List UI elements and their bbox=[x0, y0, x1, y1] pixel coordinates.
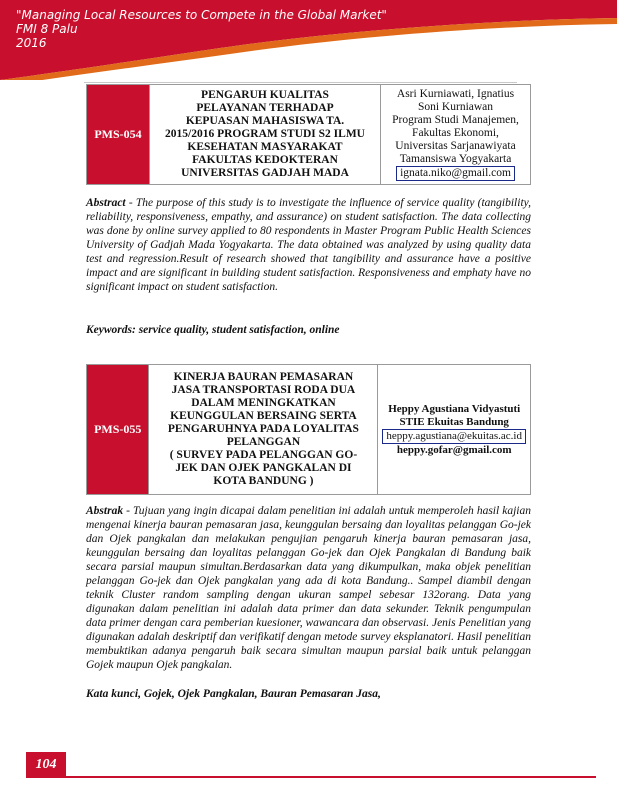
title-line: ( SURVEY PADA PELANGGAN GO- bbox=[169, 449, 358, 461]
author-line: Universitas Sarjanawiyata bbox=[395, 140, 516, 152]
author-line: Tamansiswa Yogyakarta bbox=[399, 153, 512, 165]
title-line: KESEHATAN MASYARAKAT bbox=[187, 141, 343, 153]
title-line: PELANGGAN bbox=[226, 436, 301, 448]
author-line: Soni Kurniawan bbox=[417, 101, 494, 113]
author-email-link[interactable]: ignata.niko@gmail.com bbox=[396, 166, 515, 181]
title-line: KEPUASAN MAHASISWA TA. bbox=[185, 115, 345, 127]
header-divider bbox=[84, 82, 517, 83]
abstract-text: - The purpose of this study is to investigate the influence of service quality (tangibility, reliability, responsiveness, empathy, and assurance) on student satisfaction. The data collecting was done by online survey applied to 80 respondents in Master Program Public Health Sciences University of Gadjah Mada Yogyakarta. The data obtained was analyzed by using quality data test and regression.Result of research showed that tangibility and assurance have a positive impact and are significant in building student satisfaction. Responsiveness and emphaty have no significant impact on student satisfaction. bbox=[86, 197, 531, 293]
title-line: PENGARUHNYA PADA LOYALITAS bbox=[167, 423, 359, 435]
paper-code: PMS-055 bbox=[87, 365, 149, 495]
title-line: KEUNGGULAN BERSAING SERTA bbox=[170, 410, 357, 422]
page-number: 104 bbox=[26, 752, 66, 778]
title-line: PELAYANAN TERHADAP bbox=[196, 102, 334, 114]
paper-authors bbox=[381, 85, 531, 185]
author-email-link[interactable]: heppy.agustiana@ekuitas.ac.id bbox=[382, 429, 526, 444]
footer-divider bbox=[66, 776, 596, 778]
title-line: DALAM MENINGKATKAN bbox=[191, 397, 336, 409]
title-line: 2015/2016 PROGRAM STUDI S2 ILMU bbox=[165, 128, 365, 140]
title-line: JEK DAN OJEK PANGKALAN DI bbox=[175, 462, 352, 474]
title-line: KINERJA BAURAN PEMASARAN bbox=[173, 371, 354, 383]
author-line: STIE Ekuitas Bandung bbox=[399, 415, 509, 428]
author-email-secondary: heppy.gofar@gmail.com bbox=[396, 443, 512, 456]
author-line: Asri Kurniawati, Ignatius bbox=[396, 88, 515, 100]
paper-code: PMS-054 bbox=[87, 85, 150, 185]
author-line: Fakultas Ekonomi, bbox=[412, 127, 499, 139]
paper-title bbox=[150, 85, 381, 185]
paper-entry-pms-055 bbox=[86, 364, 531, 495]
conference-name: FMI 8 Palu bbox=[16, 22, 78, 36]
abstract-paragraph bbox=[86, 504, 531, 672]
abstract-text: - Tujuan yang ingin dicapai dalam penelitian ini adalah untuk memperoleh hasil kajian mengenai kinerja bauran pemasaran jasa, keunggulan bersaing dan loyalitas pelanggan Go-jek dan Ojek pangkalan dan melakukan pengujian pengaruh kinerja bauran pemasaran jasa, keunggulan bersaing dan loyalitas pelanggan Go-jek dan Ojek Pangkalan di Bandung baik secara parsial maupun simultan.Berdasarkan data yang dikumpulkan, maka objek penelitian pelanggan Go-jek dan Ojek pangkalan yang ada di kota Bandung.. Sampel diambil dengan teknik Cluster random sampling dengan ukuran sampel sebesar 132orang. Data yang digunakan dalam penelitian ini adalah data primer dan data sekunder. Teknik pengumpulan data primer dengan cara pemberian kuesioner, wawancara dan observasi. Jenis Penelitian yang digunakan adalah deskriptif dan verifikatif dengan metode survey eksplanatori. Hasil penelitian membuktikan adanya pengaruh baik secara simultan maupun parsial baik untuk pelanggan Gojek maupun Ojek pangkalan. bbox=[86, 505, 531, 671]
title-line: KOTA BANDUNG ) bbox=[213, 475, 314, 487]
abstract-label: Abstract bbox=[86, 197, 126, 209]
paper-authors bbox=[378, 365, 531, 495]
title-line: FAKULTAS KEDOKTERAN bbox=[192, 154, 338, 166]
paper-entry-pms-054 bbox=[86, 84, 531, 185]
author-line: Program Studi Manajemen, bbox=[392, 114, 519, 126]
title-line: JASA TRANSPORTASI RODA DUA bbox=[171, 384, 356, 396]
author-line: Heppy Agustiana Vidyastuti bbox=[388, 402, 521, 415]
keywords: Kata kunci, Gojek, Ojek Pangkalan, Bauran Pemasaran Jasa, bbox=[86, 688, 381, 700]
conference-year: 2016 bbox=[16, 36, 47, 50]
conference-theme: "Managing Local Resources to Compete in the Global Market" bbox=[16, 8, 387, 22]
abstract-paragraph bbox=[86, 196, 531, 294]
paper-title bbox=[149, 365, 378, 495]
abstract-label: Abstrak bbox=[86, 505, 124, 517]
conference-header bbox=[16, 8, 387, 50]
keywords: Keywords: service quality, student satisfaction, online bbox=[86, 324, 340, 336]
title-line: PENGARUH KUALITAS bbox=[201, 89, 329, 101]
title-line: UNIVERSITAS GADJAH MADA bbox=[181, 167, 349, 179]
header-band bbox=[0, 0, 617, 80]
